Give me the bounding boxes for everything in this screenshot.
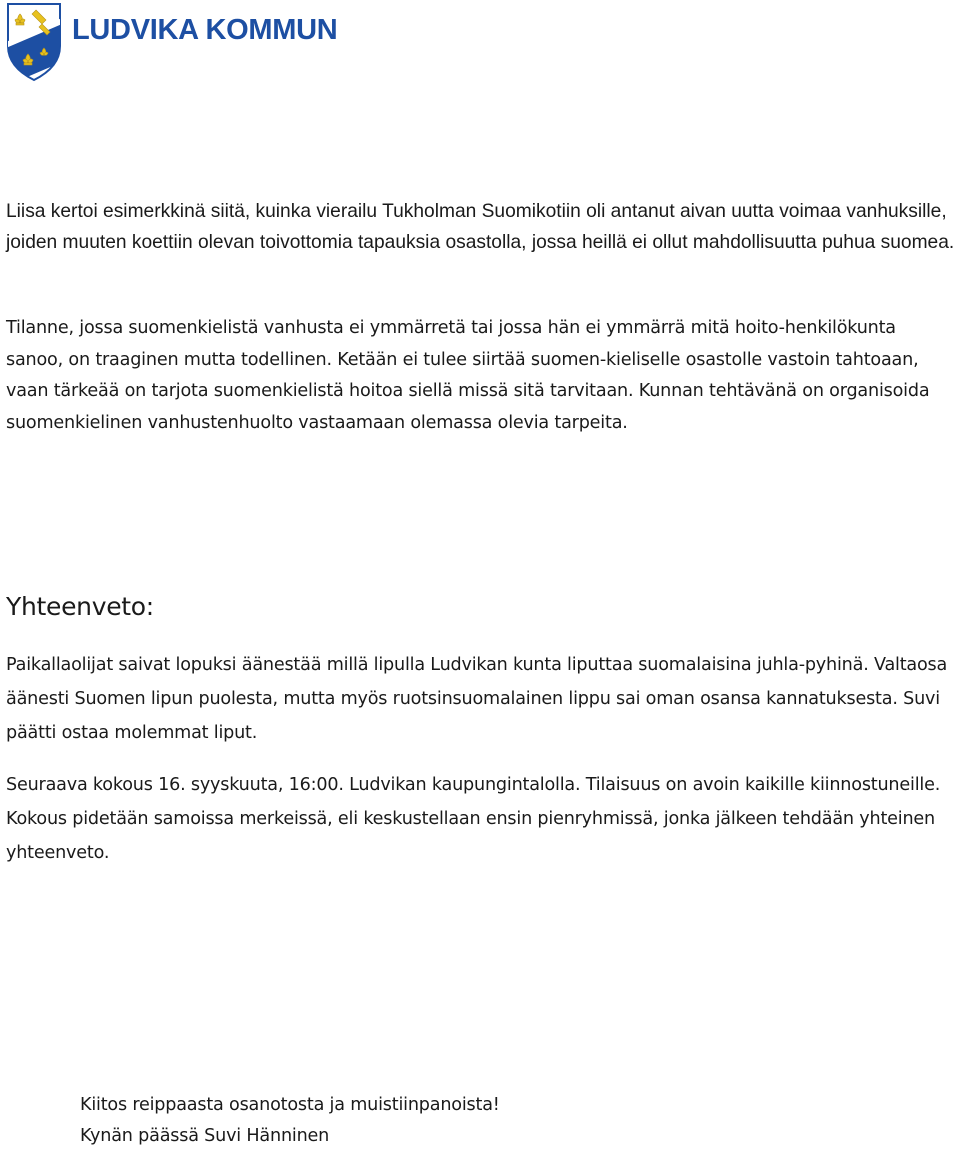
paragraph-liisa-example: Liisa kertoi esimerkkinä siitä, kuinka vierailu Tukholman Suomikotiin oli antanut aivan uutta voimaa vanhuksille, joiden muuten koettiin olevan toivottomia tapauksia osastolla, jossa heillä ei ollut mahdollisuutta puhua suomea. — [6, 201, 955, 253]
paragraph-flag-vote: Paikallaolijat saivat lopuksi äänestää millä lipulla Ludvikan kunta liputtaa suomalaisina juhla-pyhinä. Valtaosa äänesti Suomen lipun puolesta, mutta myös ruotsinsuomalainen lippu sai oman osansa kannatuksesta. Suvi päätti ostaa molemmat liput. — [6, 655, 948, 743]
closing-thanks: Kiitos reippaasta osanotosta ja muistiinpanoista! — [80, 1095, 500, 1115]
paragraph-care-situation: Tilanne, jossa suomenkielistä vanhusta ei ymmärretä tai jossa hän ei ymmärrä mitä hoito-henkilökunta sanoo, on traaginen mutta todellinen. Ketään ei tulee siirtää suomen-kieliselle osastolle vastoin tahtoaan, vaan tärkeää on tarjota suomenkielistä hoitoa siellä missä sitä tarvitaan. Kunnan tehtävänä on organisoida suomenkielinen vanhustenhuolto vastaamaan olemassa olevia tarpeita. — [6, 318, 930, 433]
closing-signature — [80, 1090, 500, 1152]
closing-author: Kynän päässä Suvi Hänninen — [80, 1126, 330, 1146]
paragraph-next-meeting: Seuraava kokous 16. syyskuuta, 16:00. Ludvikan kaupungintalolla. Tilaisuus on avoin kaikille kiinnostuneille. Kokous pidetään samoissa merkeissä, eli keskustellaan ensin pienryhmissä, jonka jälkeen tehdään yhteinen yhteenveto. — [6, 775, 941, 863]
header-logo — [6, 2, 338, 82]
organization-name: LUDVIKA KOMMUN — [72, 14, 338, 46]
ludvika-coat-of-arms-icon — [6, 2, 62, 82]
summary-heading: Yhteenveto: — [6, 592, 154, 621]
